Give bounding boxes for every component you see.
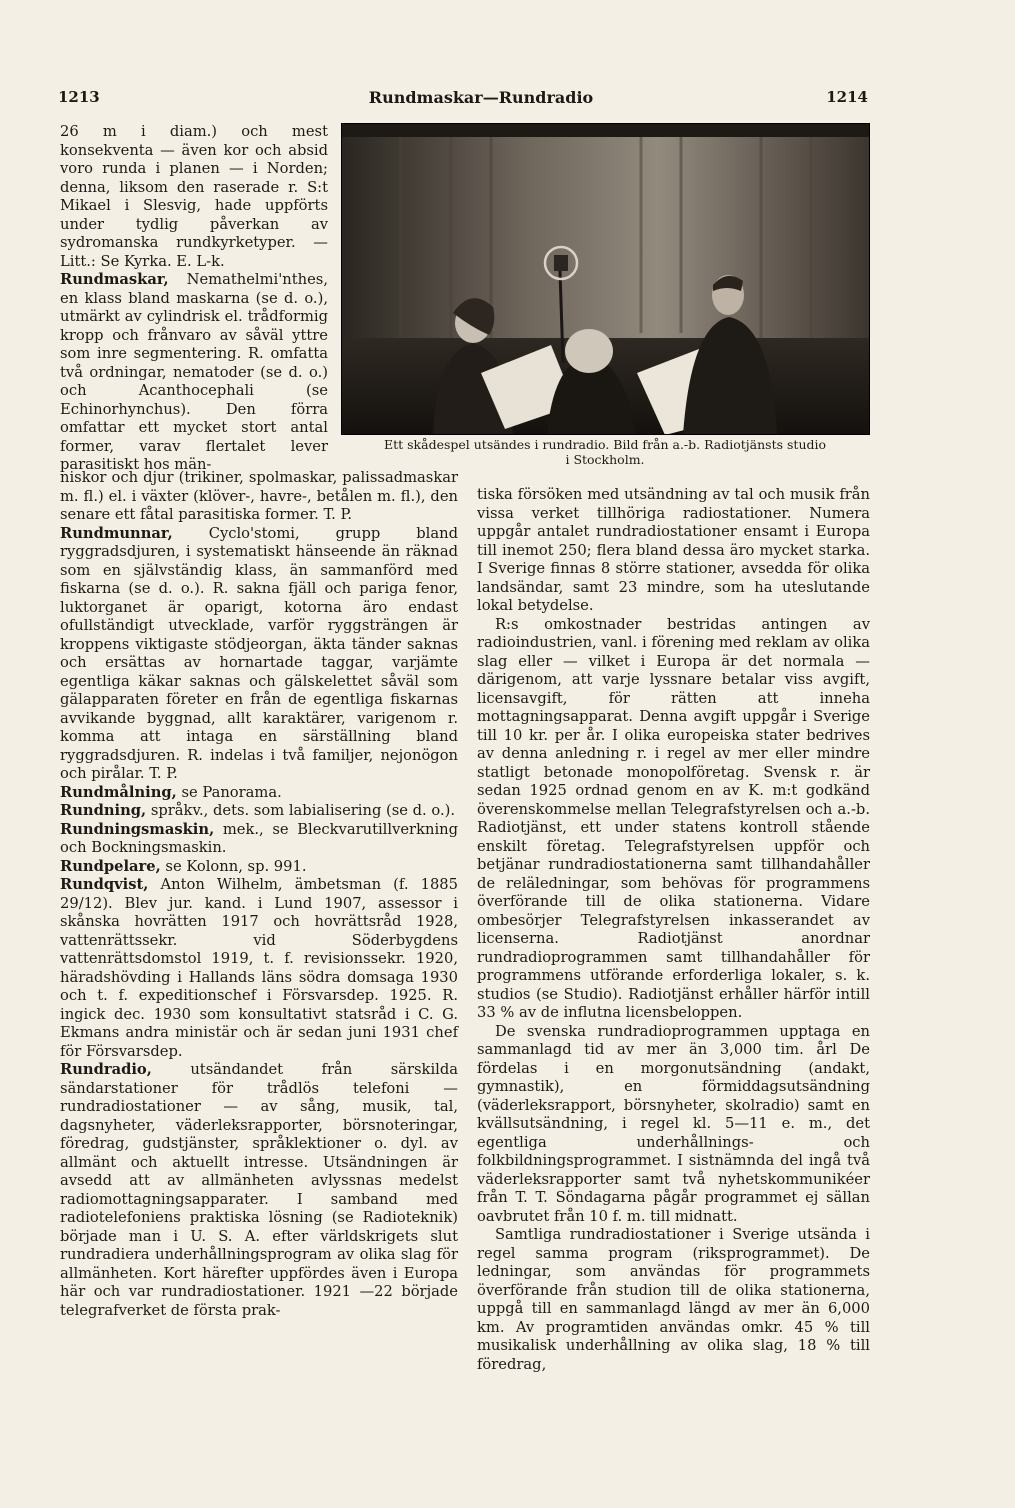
paragraph: niskor och djur (trikiner, spolmaskar, palissadmaskar m. fl.) el. i växter (klöver-, havre-, betålen m. fl.), den senare ett fåtal parasitiska former. T. P. — [60, 469, 458, 523]
entry-term: Rundmaskar, — [60, 271, 169, 288]
running-head: Rundmaskar—Rundradio — [368, 88, 594, 107]
entry-text: se Kolonn, sp. 991. — [160, 857, 307, 875]
entry-text: språkv., dets. som labialisering (se d. o.). — [146, 802, 456, 819]
entry-term: Rundradio, — [60, 1061, 152, 1078]
column-right — [477, 486, 870, 1374]
entry-text: Cyclo'stomi, grupp bland ryggradsdjuren, i systematiskt hänseende än räknad som en självständig klass, än sammanförd med fiskarna (se d. o.). R. sakna fjäll och pariga fenor, luktorganet är oparigt, kotorna äro endast ofullständigt utvecklade, varför ryggsträngen är kroppens viktigaste stödjeorgan, äkta tänder saknas och ersättas av hornartade taggar, varjämte egentliga käkar saknas och gälskelettet såväl som gälapparaten företer en från de egentliga fiskarnas avvikande byggnad, allt karaktärer, varigenom r. komma att intaga en särställning bland ryggradsdjuren. R. indelas i två familjer, nejonögon och pirålar. T. P. — [60, 524, 458, 782]
entry-term: Rundmålning, — [60, 783, 177, 801]
paragraph: R:s omkostnader bestridas antingen av radioindustrien, vanl. i förening med reklam av olika slag eller — vilket i Europa är det normala — därigenom, att varje lyssnare betalar viss avgift, licensavgift, för rätten att inneha mottagningsapparat. Denna avgift uppgår i Sverige till 10 kr. per år. I olika europeiska stater bedrives av denna anledning r. i regel av mer eller mindre statligt betonade monopolföretag. Svensk r. är sedan 1925 ordnad genom en av K. m:t godkänd överenskommelse mellan Telegrafstyrelsen och a.-b. Radiotjänst, ett under statens kontroll stående enskilt företag. Telegrafstyrelsen uppför och betjänar rundradiostationerna samt tillhandahåller de reläledningar, som behövas för programmens överförande till de olika stationerna. Vidare ombesörjer Telegrafstyrelsen inkasserandet av licenserna. Radiotjänst anordnar rundradioprogrammen samt tillhandahåller för programmens utförande erforderliga lokaler, s. k. studios (se Studio). Radiotjänst erhåller härför intill 33 % av de influtna licensbeloppen. — [477, 615, 870, 1021]
studio-photograph — [341, 123, 870, 435]
entry-text: Nemathelmi'nthes, en klass bland maskarna (se d. o.), utmärkt av cylindrisk el. trådformig kropp och frånvaro av såväl yttre som inre segmentering. R. omfatta två ordningar, nematoder (se d. o.) och Acanthocephali (se Echinorhynchus). Den förra omfattar ett mycket stort antal former, varav flertalet lever parasitiskt hos män- — [60, 271, 328, 473]
entry-text: mek., se Bleckvarutillverkning och Bockningsmaskin. — [60, 820, 458, 856]
entry-term: Rundpelare, — [60, 857, 161, 875]
entry-term: Rundmunnar, — [60, 524, 173, 542]
entry-text: Anton Wilhelm, ämbetsman (f. 1885 29/12). Blev jur. kand. i Lund 1907, assessor i skånska hovrätten 1917 och hovrättsråd 1928, vattenrättssekr. vid Söderbygdens vattenrättsdomstol 1919, t. f. revisionssekr. 1920, häradshövding i Hallands läns södra domsaga 1930 och t. f. expeditionschef i Försvarsdep. 1925. R. ingick dec. 1930 som konsultativt statsråd i C. G. Ekmans andra ministär och är sedan juni 1931 chef för Försvarsdep. — [60, 876, 458, 1060]
column-left-bottom — [60, 469, 458, 1320]
paragraph: Samtliga rundradiostationer i Sverige utsända i regel samma program (riksprogrammet). De ledningar, som användas för programmets överförande från studion till de olika stationerna, uppgå till en sammanlagd längd av mer än 6,000 km. Av programtiden användas omkr. 45 % till musikalisk underhållning av olika slag, 18 % till föredrag, — [477, 1226, 870, 1373]
figure-caption: Ett skådespel utsändes i rundradio. Bild från a.-b. Radiotjänsts studio i Stockholm. — [383, 437, 827, 467]
entry-term: Rundning, — [60, 802, 147, 819]
entry-term: Rundqvist, — [60, 876, 149, 893]
paragraph: 26 m i diam.) och mest konsekventa — även kor och absid voro runda i planen — i Norden; denna, liksom den raserade r. S:t Mikael i Slesvig, hade uppförts under tydlig påverkan av sydromanska rundkyrketyper. — Litt.: Se Kyrka. E. L-k. — [60, 123, 328, 270]
page-header — [34, 88, 868, 112]
paragraph: tiska försöken med utsändning av tal och musik från vissa verket tillhöriga radiostationer. Numera uppgår antalet rundradiostationer ensamt i Europa till inemot 250; flera bland dessa äro mycket starka. I Sverige finnas 8 större stationer, avsedda för olika landsändar, samt 23 mindre, som ha uteslutande lokal betydelse. — [477, 486, 870, 614]
column-left-top — [60, 123, 328, 475]
entry-text: se Panorama. — [176, 783, 282, 801]
page-number-left: 1213 — [58, 88, 100, 106]
page-number-right: 1214 — [826, 88, 868, 106]
paragraph: De svenska rundradioprogrammen upptaga en sammanlagd tid av mer än 3,000 tim. årl De fördelas i en morgonutsändning (andakt, gymnastik), en förmiddagsutsändning (väderleksrapport, börsnyheter, skolradio) samt en kvällsutsändning, i regel kl. 5—11 e. m., det egentliga underhållnings- och folkbildningsprogrammet. I sistnämnda del ingå två väderleksrapporter samt två nyhetskommunikéer från T. T. Söndagarna pågår programmet ej sällan oavbrutet från 10 f. m. till midnatt. — [477, 1022, 870, 1225]
entry-text: utsändandet från särskilda sändarstationer för trådlös telefoni — rundradiostationer — av sång, musik, tal, dagsnyheter, väderleksrapporter, börsnoteringar, föredrag, gudstjänster, språklektioner o. dyl. av allmänt och aktuellt intresse. Utsändningen är avsedd att av allmänheten avlyssnas medelst radiomottagningsapparater. I samband med radiotelefoniens praktiska lösning (se Radioteknik) började man i U. S. A. efter världskrigets slut rundradiera underhållningsprogram av olika slag för allmänheten. Kort härefter uppfördes även i Europa här och var rundradiostationer. 1921 —22 började telegrafverket de första prak- — [60, 1061, 458, 1319]
entry-term: Rundningsmaskin, — [60, 820, 215, 838]
